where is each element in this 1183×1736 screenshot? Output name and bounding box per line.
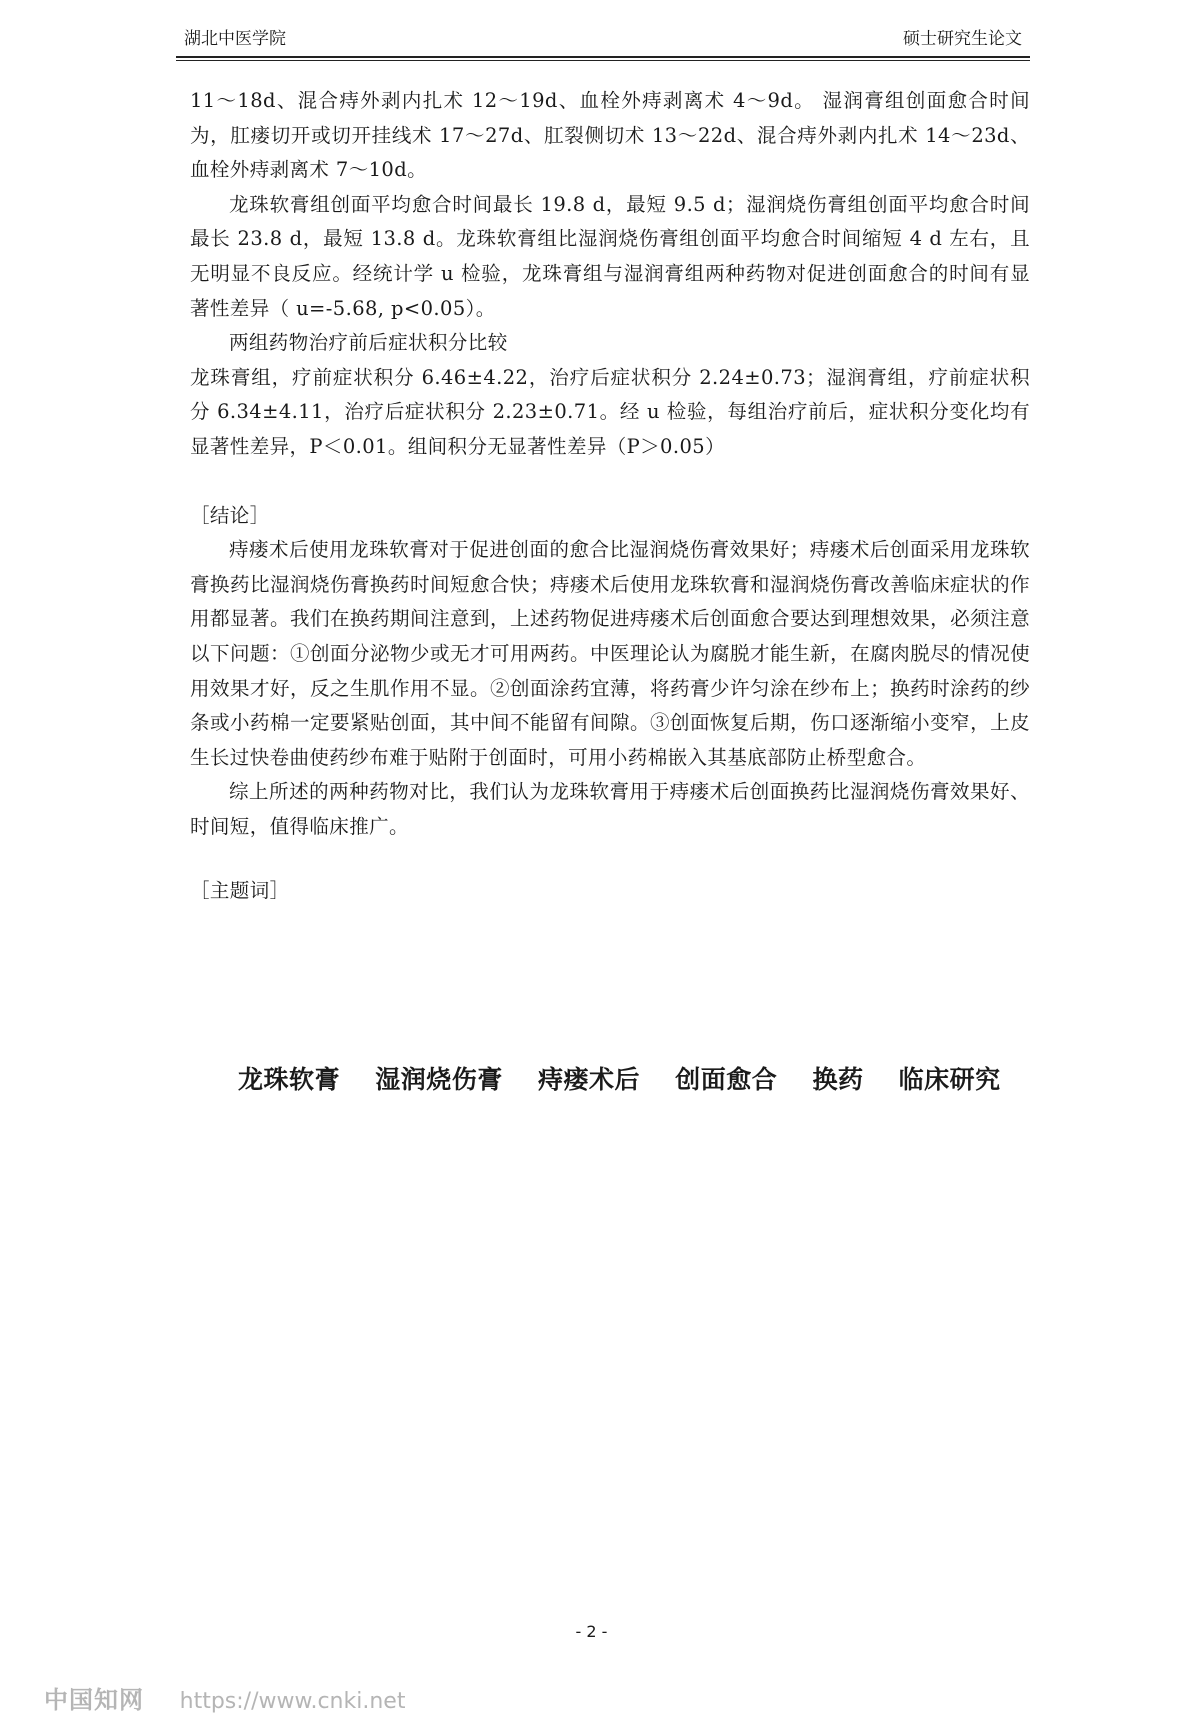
paragraph-summary: 综上所述的两种药物对比，我们认为龙珠软膏用于痔瘘术后创面换药比湿润烧伤膏效果好、时间短，值得临床推广。 [190, 780, 1030, 838]
section-heading-keywords: ［主题词］ [190, 879, 290, 903]
page-header [176, 22, 1030, 58]
keyword-list [238, 1060, 1038, 1096]
paragraph-average-healing: 龙珠软膏组创面平均愈合时间最长 19.8 d，最短 9.5 d；湿润烧伤膏组创面平均愈合时间最长 23.8 d，最短 13.8 d。龙珠软膏组比湿润烧伤膏组创面平均愈合时间缩短 4 d 左右，且无明显不良反应。经统计学 u 检验，龙珠膏组与湿润膏组两种药物对促进创面愈合的时间有显著性差异（ u=-5.68, p<0.05）。 [190, 192, 1030, 320]
paragraph-symptom-subheading: 两组药物治疗前后症状积分比较 [229, 331, 508, 355]
spacer [190, 465, 1030, 499]
keyword: 临床研究 [898, 1065, 1001, 1094]
page-number: - 2 - [575, 1622, 608, 1641]
paragraph-conclusion: 痔瘘术后使用龙珠软膏对于促进创面的愈合比湿润烧伤膏效果好；痔瘘术后创面采用龙珠软膏换药比湿润烧伤膏换药时间短愈合快；痔瘘术后使用龙珠软膏和湿润烧伤膏改善临床症状的作用都显著。我们在换药期间注意到，上述药物促进痔瘘术后创面愈合要达到理想效果，必须注意以下问题：①创面分泌物少或无才可用两药。中医理论认为腐脱才能生新，在腐肉脱尽的情况使用效果才好，反之生肌作用不显。②创面涂药宜薄，将药膏少许匀涂在纱布上；换药时涂药的纱条或小药棉一定要紧贴创面，其中间不能留有间隙。③创面恢复后期，伤口逐渐缩小变窄，上皮生长过快卷曲使药纱布难于贴附于创面时，可用小药棉嵌入其基底部防止桥型愈合。 [190, 538, 1030, 769]
header-document-type: 硕士研究生论文 [903, 29, 1022, 49]
keyword: 换药 [812, 1065, 864, 1094]
keyword: 创面愈合 [675, 1065, 778, 1094]
spacer [190, 844, 1030, 874]
header-institution: 湖北中医学院 [184, 29, 286, 49]
keyword: 湿润烧伤膏 [375, 1065, 503, 1094]
paragraph-healing-times: 11～18d、混合痔外剥内扎术 12～19d、血栓外痔剥离术 4～9d。 湿润膏组创面愈合时间为，肛瘘切开或切开挂线术 17～27d、肛裂侧切术 13～22d、混合痔外剥内扎术 14～23d、血栓外痔剥离术 7～10d。 [190, 89, 1030, 182]
cnki-logo: 中国知网 [44, 1686, 144, 1714]
document-body [190, 84, 1030, 909]
cnki-url: https://www.cnki.net [179, 1689, 406, 1714]
header-rule [176, 60, 1030, 61]
keyword: 痔瘘术后 [537, 1065, 640, 1094]
keyword: 龙珠软膏 [238, 1065, 341, 1094]
cnki-watermark [44, 1680, 405, 1715]
section-heading-conclusion: ［结论］ [190, 503, 270, 527]
paragraph-symptom-scores: 龙珠膏组，疗前症状积分 6.46±4.22，治疗后症状积分 2.24±0.73；湿润膏组，疗前症状积分 6.34±4.11，治疗后症状积分 2.23±0.71。经 u 检验，每组治疗前后，症状积分变化均有显著性差异，P＜0.01。组间积分无显著性差异（P＞0.05） [190, 365, 1030, 458]
